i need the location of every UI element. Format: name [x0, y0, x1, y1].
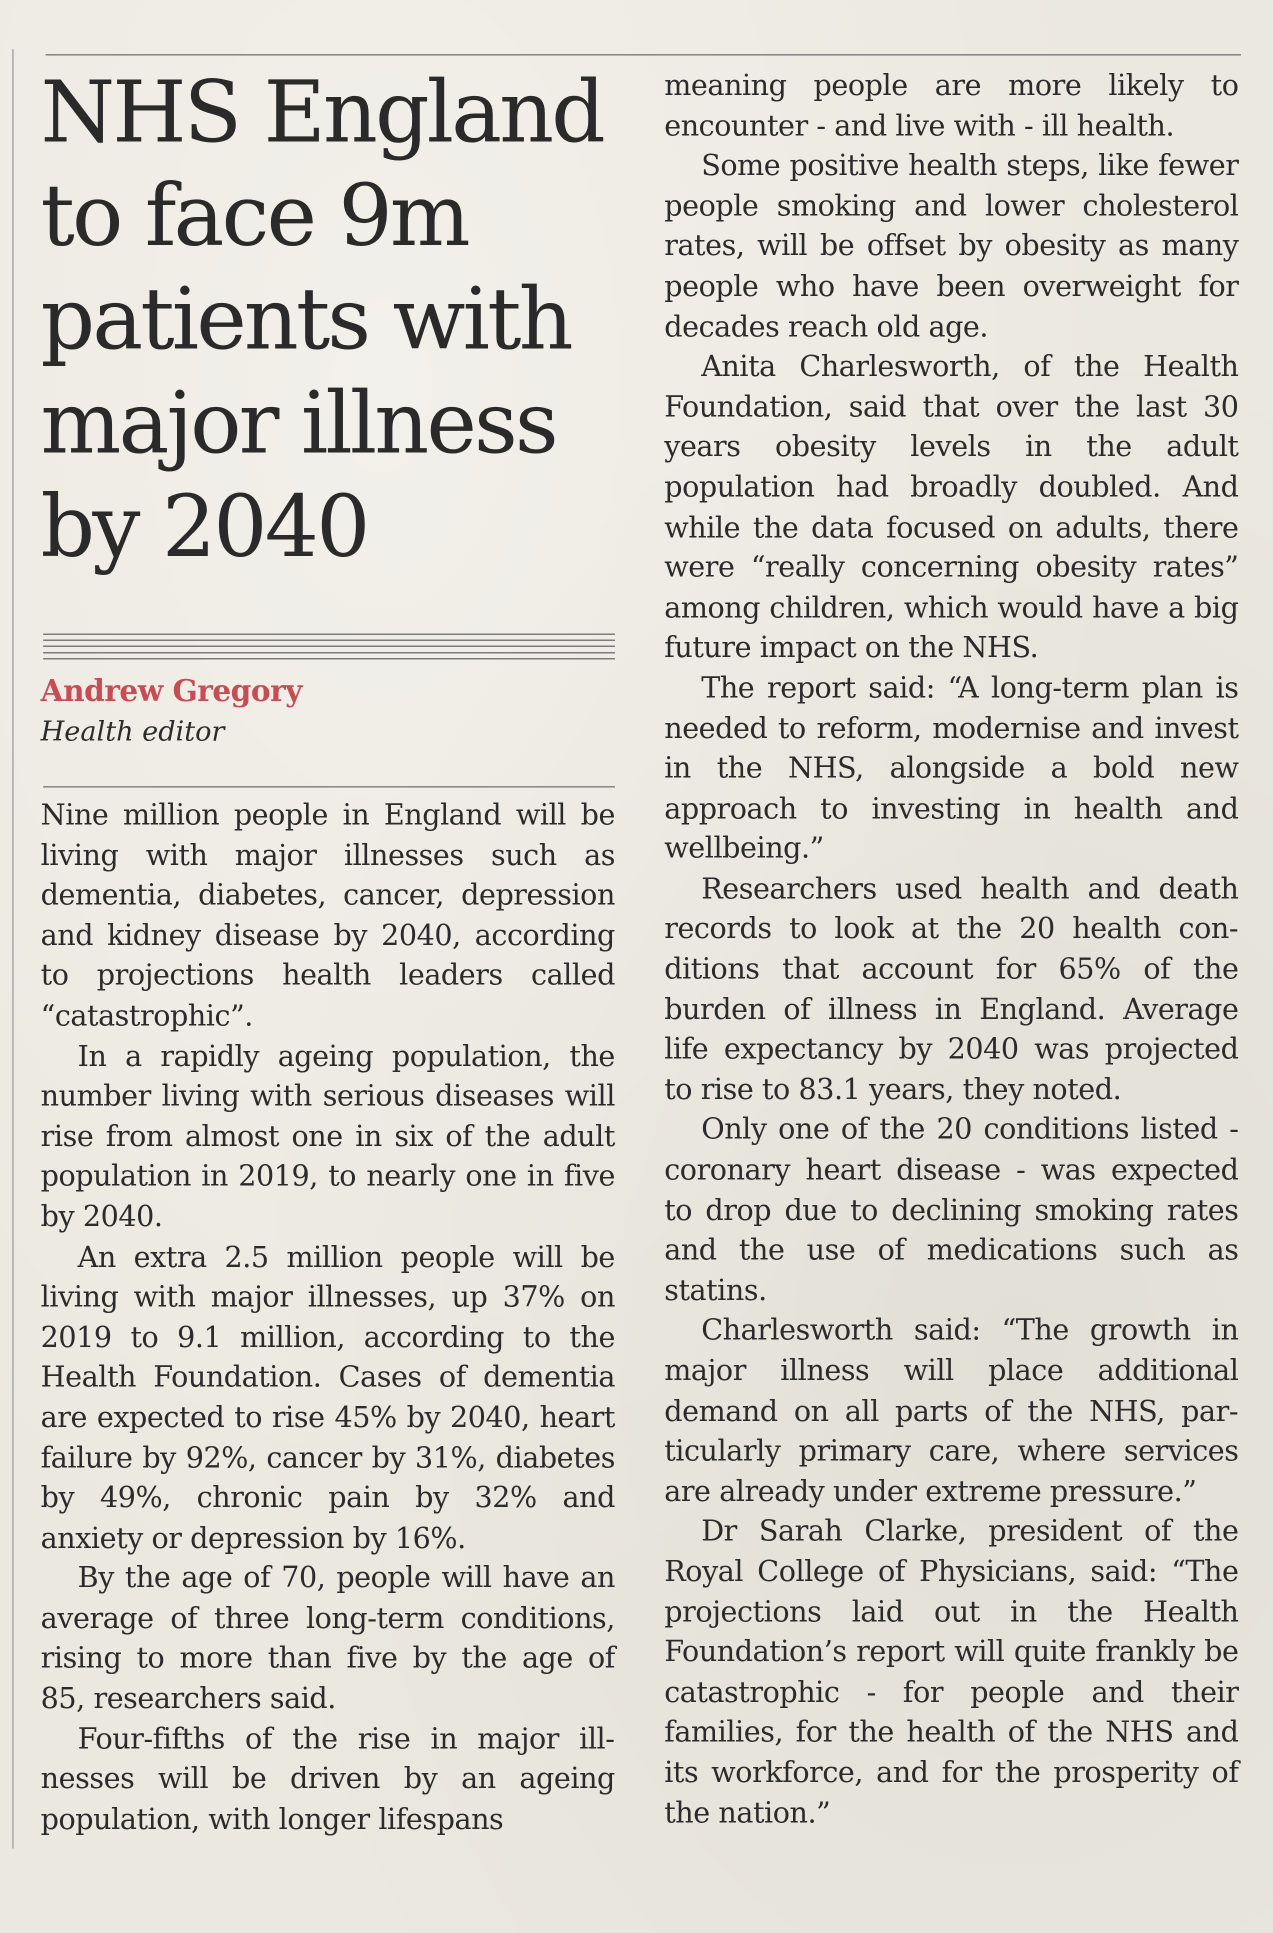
byline-divider [43, 786, 615, 787]
paragraph: An extra 2.5 million people will be living with major illnesses, up 37% on 2019 to 9.1 million, according to the Health Foundation. Cases of dementia are expected to rise 45% by 2040, heart failure by 92%, cancer by 31%, diabetes by 49%, chronic pain by 32% and anxiety or depression by 16%. [40, 1240, 615, 1555]
headline-line: patients with [40, 271, 571, 370]
paragraph: Charlesworth said: “The growth in major illness will place additional demand on all parts of the NHS, particularly primary care, where services are already under extreme pressure.” [664, 1314, 1239, 1509]
paragraph: Anita Charlesworth, of the Health Foundation, said that over the last 30 years obesity levels in the adult population had broadly doubled. And while the data focused on adults, there were “really concerning obesity rates” among children, which would have a big future impact on the NHS. [664, 350, 1239, 665]
paragraph: The report said: “A long-term plan is needed to reform, modernise and invest in the NHS, alongside a bold new approach to investing in health and wellbeing.” [664, 671, 1239, 866]
author-role: Health editor [40, 717, 225, 749]
headline [41, 62, 620, 580]
headline-line: by 2040 [40, 478, 368, 577]
top-rule [46, 54, 1241, 55]
paragraph: Dr Sarah Clarke, president of the Royal College of Physicians, said: “The projections laid out in the Health Foundation’s report will quite frankly be catastrophic - for people and their families, for the health of the NHS and its workforce, and for the prosperity of the nation.” [664, 1514, 1239, 1830]
paragraph: By the age of 70, people will have an average of three long-term conditions, rising to more than five by the age of 85, researchers said. [40, 1561, 615, 1716]
author-byline: Andrew Gregory [40, 672, 302, 709]
paragraph: Nine million people in England will be living with major illnesses such as dementia, diabetes, cancer, depression and kidney disease by 2040, according to projections health leaders called “catastrophic”. [40, 798, 615, 1033]
article-column-left [41, 796, 615, 1840]
paragraph: Only one of the 20 conditions listed - coronary heart disease - was expected to drop due to declining smoking rates and the use of medications such as statins. [664, 1113, 1239, 1308]
headline-line: to face 9m [40, 167, 468, 267]
paragraph: Researchers used health and death records to look at the 20 health conditions that account for 65% of the burden of illness in England. Average life expectancy by 2040 was projected to rise to 83.1 years, they noted. [664, 872, 1239, 1107]
headline-divider [43, 633, 615, 663]
article-column-right [664, 67, 1238, 1834]
page-edge-line [12, 49, 13, 1848]
paragraph: meaning people are more likely to encounter - and live with - ill health. [664, 69, 1239, 143]
paragraph: Some positive health steps, like fewer people smoking and lower cholesterol rates, will be offset by obesity as many people who have been overweight for decades reach old age. [664, 149, 1239, 344]
headline-line: NHS England [40, 64, 604, 163]
paragraph: In a rapidly ageing population, the number living with serious diseases will rise from almost one in six of the adult population in 2019, to nearly one in five by 2040. [40, 1039, 615, 1234]
headline-line: major illness [40, 374, 556, 474]
paragraph: Four-fifths of the rise in major illnesses will be driven by an ageing population, with longer lifespans [40, 1722, 615, 1836]
